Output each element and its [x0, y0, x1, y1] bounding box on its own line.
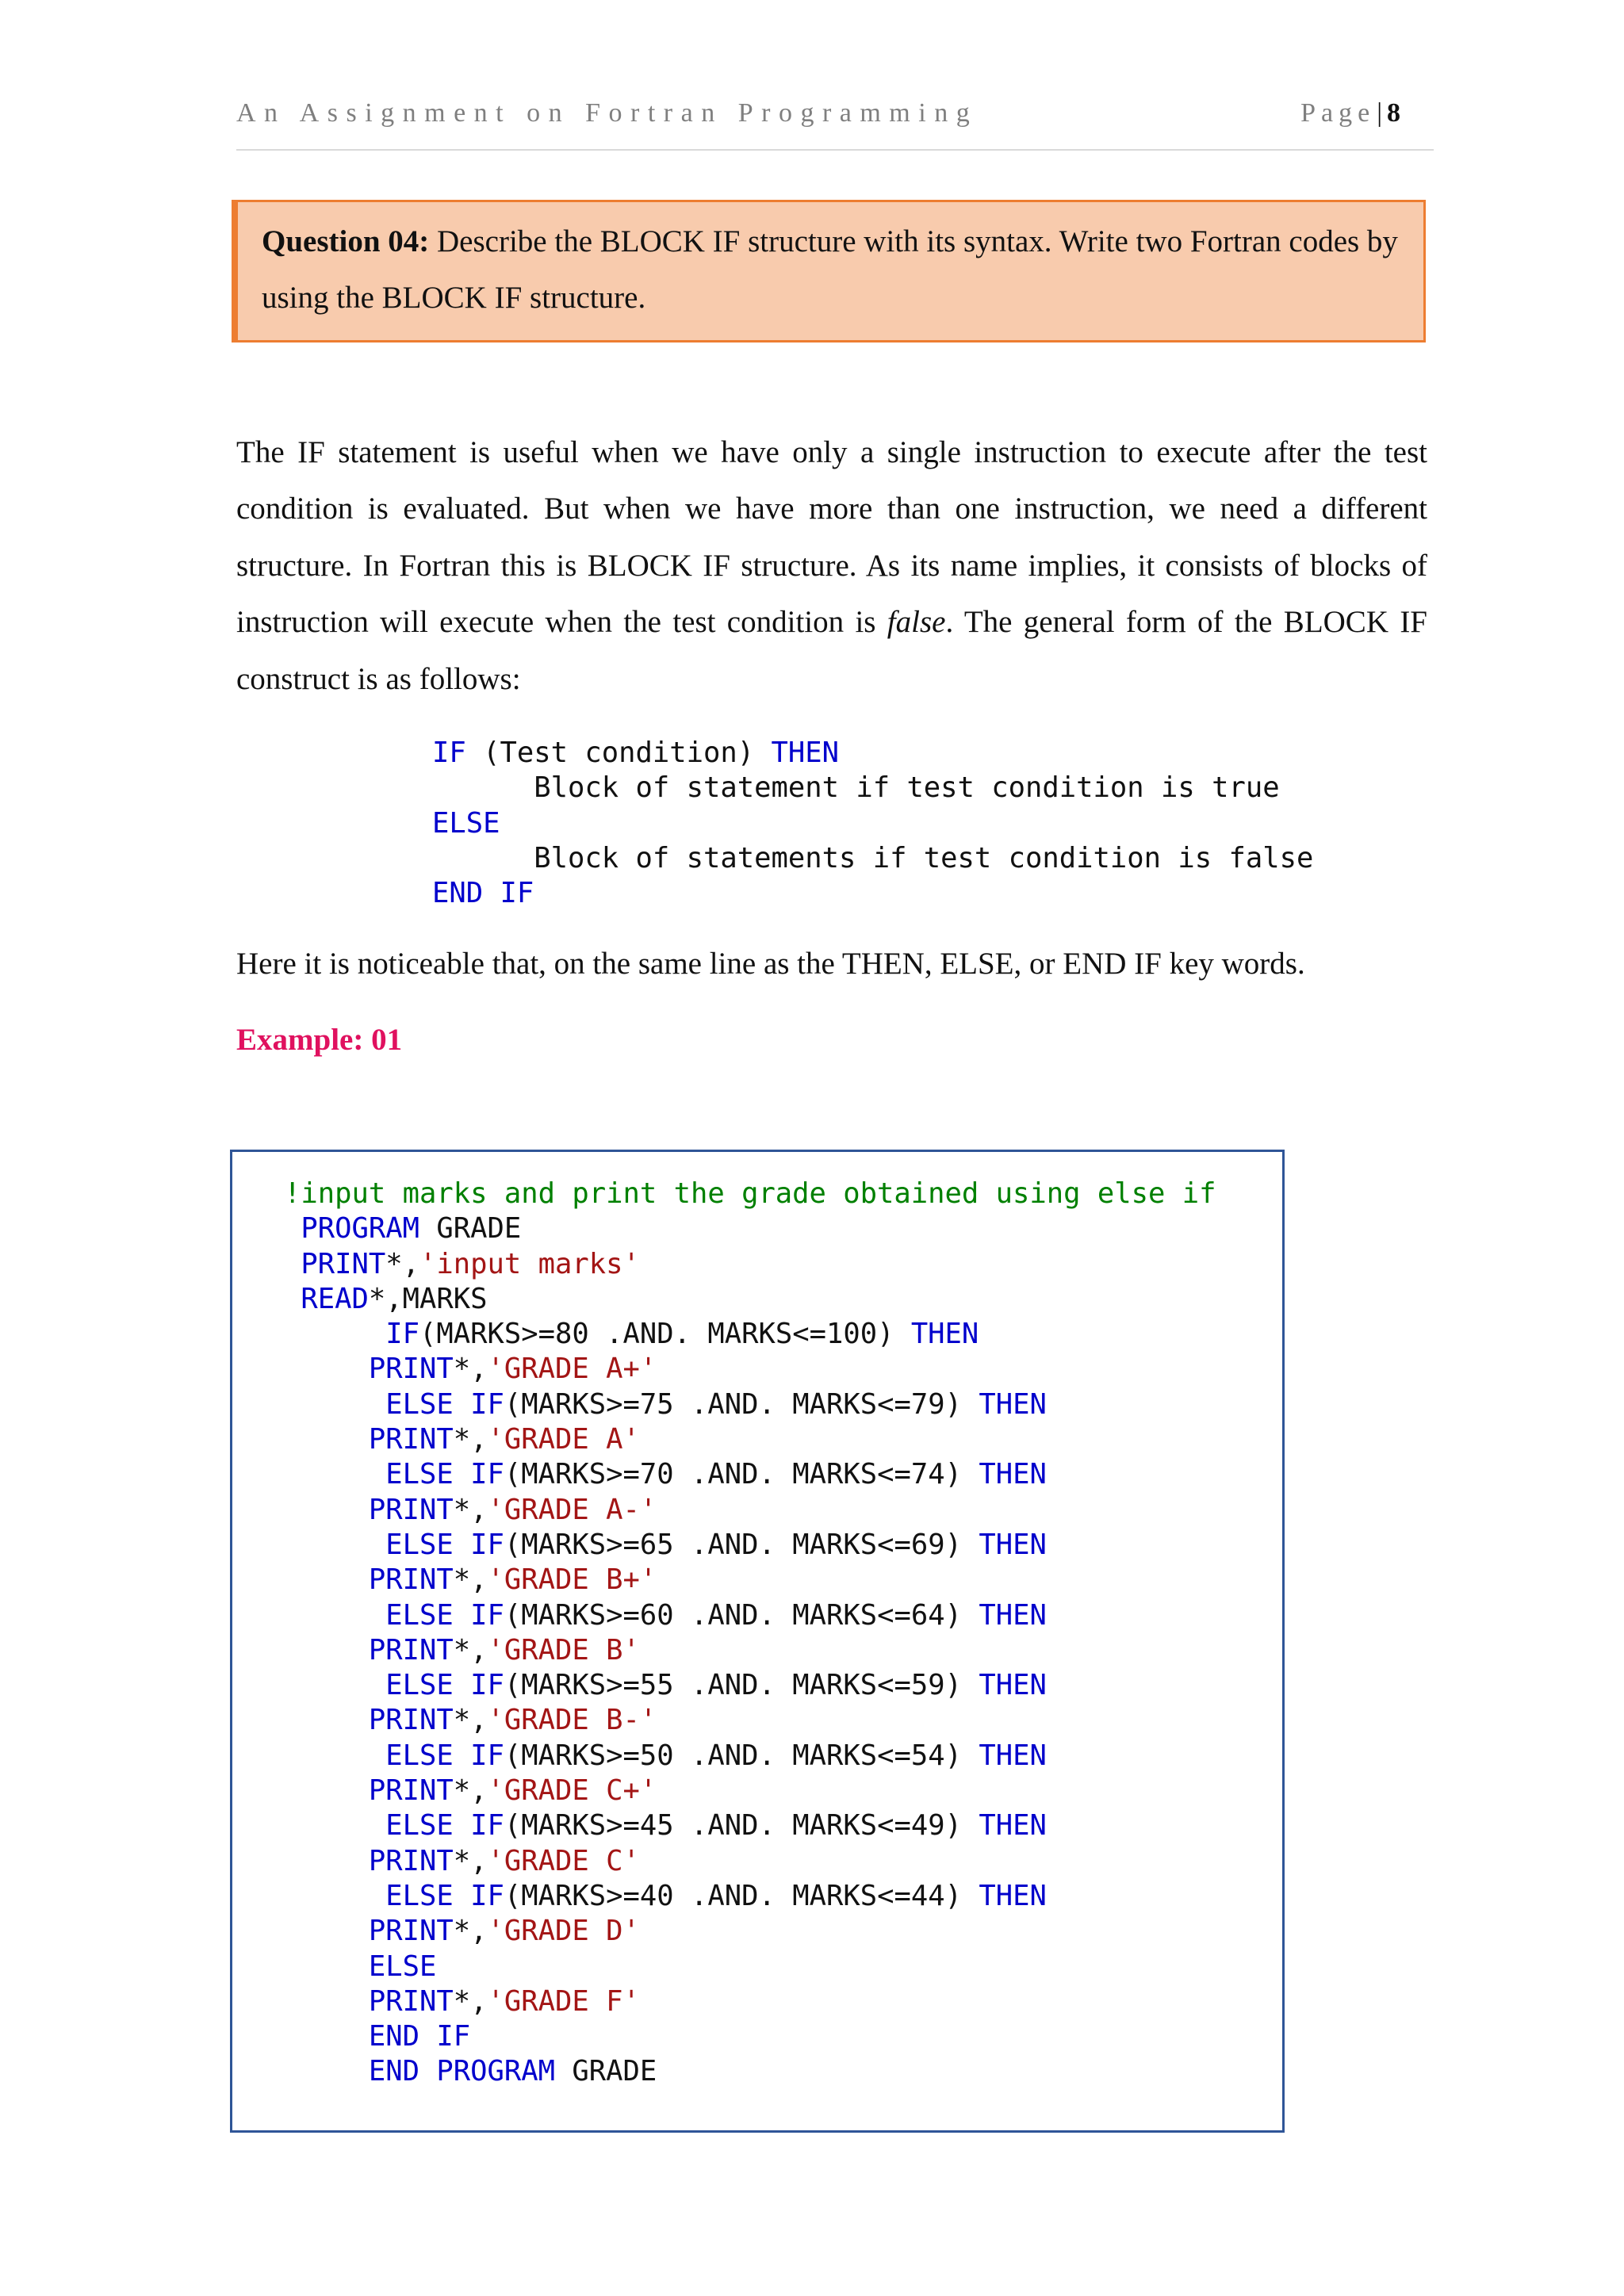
code-line: [284, 1317, 1216, 1352]
code-token: *,: [453, 1774, 488, 1808]
code-token: 'GRADE A-': [487, 1493, 657, 1526]
code-token: GRADE: [554, 2055, 657, 2088]
code-line: [284, 1563, 1216, 1598]
code-token: [284, 1880, 385, 1912]
code-line: [284, 1598, 1216, 1633]
code-token: *,: [453, 1844, 488, 1877]
code-token: THEN: [979, 1387, 1047, 1421]
intro-paragraph: [236, 424, 1427, 707]
code-token: ELSE: [432, 806, 500, 840]
code-token: PRINT: [368, 1774, 454, 1808]
code-token: (MARKS>=60 .AND. MARKS<=64): [504, 1598, 979, 1632]
code-token: (MARKS>=70 .AND. MARKS<=74): [504, 1458, 979, 1491]
code-token: [284, 2055, 369, 2087]
code-token: PRINT: [368, 1915, 454, 1948]
code-line: [284, 2054, 1216, 2089]
code-token: END IF: [432, 877, 534, 910]
code-token: GRADE: [419, 1212, 522, 1246]
code-token: PRINT: [368, 1704, 454, 1737]
code-token: THEN: [979, 1458, 1047, 1491]
code-token: ELSE IF: [385, 1669, 504, 1702]
code-token: *,: [453, 1353, 488, 1386]
code-token: [284, 1318, 385, 1350]
code-token: *,: [453, 1704, 488, 1737]
intro-text-start: The IF statement is useful when we have only a single instruction to execute after the test condition is evaluated. But when we have more than one instruction, we need a different structure. In Fortran this is BLOCK IF structure. As its name implies, it consists of blocks of instruction will execute when the test condition is: [236, 435, 1427, 640]
code-token: *,: [453, 1493, 488, 1526]
code-token: [284, 1458, 385, 1490]
code-token: 'input marks': [419, 1247, 640, 1280]
code-token: [284, 1353, 369, 1385]
code-token: 'GRADE A': [487, 1423, 640, 1456]
code-token: 'GRADE B': [487, 1633, 640, 1667]
code-line: [284, 1950, 1216, 1984]
code-token: [284, 1494, 369, 1526]
syntax-line: [432, 736, 1313, 771]
code-token: PRINT: [368, 1493, 454, 1526]
code-token: !input marks and print the grade obtained using else if: [284, 1177, 1216, 1210]
code-token: 'GRADE D': [487, 1915, 640, 1948]
syntax-block: [432, 736, 1313, 911]
code-token: THEN: [771, 737, 839, 769]
code-token: [284, 1950, 369, 1983]
code-token: (Test condition): [465, 737, 772, 769]
code-line: [284, 2019, 1216, 2054]
code-token: [284, 1809, 385, 1842]
page-separator: |: [1377, 98, 1382, 128]
syntax-line: [432, 876, 1313, 911]
page-number: 8: [1387, 98, 1400, 128]
code-token: 'GRADE B-': [487, 1704, 657, 1737]
code-line: [284, 1914, 1216, 1949]
code-token: 'GRADE A+': [487, 1353, 657, 1386]
code-listing: [284, 1177, 1216, 2090]
code-token: PRINT: [368, 1844, 454, 1877]
code-token: (MARKS>=80 .AND. MARKS<=100): [419, 1318, 911, 1351]
code-token: [284, 1915, 369, 1947]
question-text: Describe the BLOCK IF structure with its syntax. Write two Fortran codes by using the BLOCK IF structure.: [262, 224, 1398, 315]
code-token: *,: [453, 1563, 488, 1597]
code-token: 'GRADE F': [487, 1984, 640, 2018]
code-token: ELSE IF: [385, 1598, 504, 1632]
code-token: ELSE IF: [385, 1739, 504, 1772]
code-line: [284, 1352, 1216, 1387]
code-token: ELSE IF: [385, 1528, 504, 1561]
code-token: (MARKS>=50 .AND. MARKS<=54): [504, 1739, 979, 1772]
code-token: [284, 2020, 369, 2053]
intro-text-end: . The general form of the BLOCK IF construct is as follows:: [236, 605, 1427, 696]
code-token: [284, 1669, 385, 1701]
code-token: PRINT: [368, 1633, 454, 1667]
code-token: [284, 1248, 301, 1280]
code-token: *,: [453, 1423, 488, 1456]
header-title: An Assignment on Fortran Programming: [236, 98, 979, 128]
code-line: [284, 1457, 1216, 1492]
code-token: [284, 1739, 385, 1772]
code-token: (MARKS>=65 .AND. MARKS<=69): [504, 1528, 979, 1561]
code-token: THEN: [979, 1528, 1047, 1561]
question-box: [232, 200, 1426, 342]
code-token: ELSE: [368, 1950, 437, 1983]
code-line: [284, 1739, 1216, 1774]
code-token: PRINT: [368, 1353, 454, 1386]
code-line: [284, 1703, 1216, 1738]
code-token: ELSE IF: [385, 1387, 504, 1421]
code-token: 'GRADE C+': [487, 1774, 657, 1808]
intro-italic-word: false: [887, 605, 946, 640]
code-line: [284, 1247, 1216, 1282]
code-token: THEN: [979, 1879, 1047, 1912]
code-token: (MARKS>=75 .AND. MARKS<=79): [504, 1387, 979, 1421]
code-token: [284, 1599, 385, 1632]
code-line: [284, 1422, 1216, 1457]
code-token: [284, 1388, 385, 1421]
code-token: *,: [453, 1915, 488, 1948]
code-line: [284, 1493, 1216, 1528]
code-token: THEN: [979, 1809, 1047, 1843]
example-heading: Example: 01: [236, 1023, 403, 1057]
code-line: [284, 1668, 1216, 1703]
code-token: ELSE IF: [385, 1458, 504, 1491]
code-token: [284, 1563, 369, 1596]
code-token: END IF: [368, 2020, 471, 2053]
code-line: [284, 1879, 1216, 1914]
code-token: (MARKS>=40 .AND. MARKS<=44): [504, 1879, 979, 1912]
code-token: [284, 1845, 369, 1877]
code-token: PRINT: [368, 1984, 454, 2018]
code-token: *,MARKS: [368, 1282, 488, 1315]
note-paragraph: Here it is noticeable that, on the same line as the THEN, ELSE, or END IF key words.: [236, 947, 1305, 981]
code-token: *,: [453, 1984, 488, 2018]
code-token: [284, 1283, 301, 1315]
code-token: [284, 1774, 369, 1807]
code-line: [284, 1984, 1216, 2019]
code-token: 'GRADE C': [487, 1844, 640, 1877]
code-token: THEN: [979, 1739, 1047, 1772]
code-line: [284, 1774, 1216, 1808]
code-token: ELSE IF: [385, 1809, 504, 1843]
question-label: Question 04:: [262, 224, 430, 258]
page-label: Page: [1300, 98, 1376, 128]
code-line: [284, 1633, 1216, 1668]
code-token: Block of statements if test condition is false: [432, 841, 1314, 874]
code-line: [284, 1844, 1216, 1879]
code-line: [284, 1282, 1216, 1317]
code-token: 'GRADE B+': [487, 1563, 657, 1597]
code-token: PRINT: [368, 1563, 454, 1597]
code-token: PRINT: [368, 1423, 454, 1456]
code-token: (MARKS>=55 .AND. MARKS<=59): [504, 1669, 979, 1702]
syntax-line: [432, 806, 1313, 841]
code-token: [284, 1423, 369, 1456]
code-token: IF: [385, 1318, 419, 1351]
code-token: Block of statement if test condition is true: [432, 771, 1280, 805]
code-token: PROGRAM: [301, 1212, 419, 1246]
code-line: [284, 1177, 1216, 1211]
code-token: [284, 1985, 369, 2018]
code-token: [284, 1704, 369, 1736]
syntax-line: [432, 771, 1313, 806]
page-header: [236, 94, 1434, 151]
header-page-number: [1300, 98, 1400, 128]
code-line: [284, 1808, 1216, 1843]
code-token: (MARKS>=45 .AND. MARKS<=49): [504, 1809, 979, 1843]
code-line: [284, 1528, 1216, 1563]
code-token: END PROGRAM: [368, 2055, 555, 2088]
code-token: [284, 1212, 301, 1245]
code-token: THEN: [910, 1318, 979, 1351]
code-token: THEN: [979, 1669, 1047, 1702]
code-token: READ: [301, 1282, 369, 1315]
code-token: *,: [453, 1633, 488, 1667]
code-token: [284, 1529, 385, 1561]
code-token: *,: [385, 1247, 419, 1280]
code-token: IF: [432, 737, 466, 769]
code-line: [284, 1211, 1216, 1246]
code-token: THEN: [979, 1598, 1047, 1632]
code-token: PRINT: [301, 1247, 386, 1280]
code-token: ELSE IF: [385, 1879, 504, 1912]
code-line: [284, 1387, 1216, 1422]
syntax-line: [432, 841, 1313, 876]
code-token: [284, 1634, 369, 1667]
